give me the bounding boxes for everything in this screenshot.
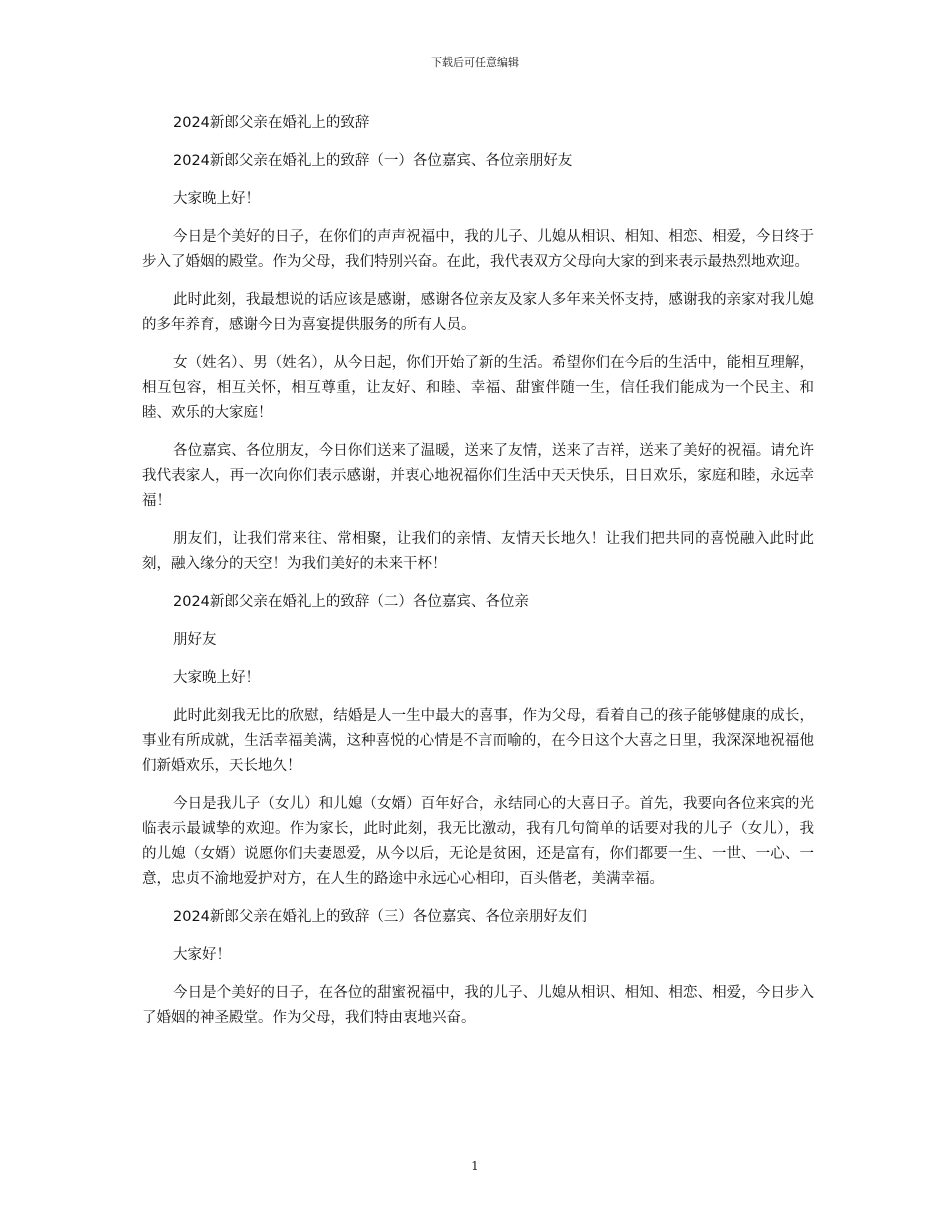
paragraph: 今日是个美好的日子，在各位的甜蜜祝福中，我的儿子、儿媳从相识、相知、相恋、相爱，今日步入了婚姻的神圣殿堂。作为父母，我们特由衷地兴奋。 (142, 985, 814, 1026)
greeting: 大家好！ (173, 947, 231, 963)
paragraph: 各位嘉宾、各位朋友，今日你们送来了温暖，送来了友情，送来了吉祥，送来了美好的祝福。请允许我代表家人，再一次向你们表示感谢，并衷心地祝福你们生活中天天快乐，日日欢乐，家庭和睦，永远幸福！ (142, 443, 814, 509)
paragraph: 此时此刻我无比的欣慰，结婚是人一生中最大的喜事，作为父母，看着自己的孩子能够健康的成长，事业有所成就，生活幸福美满，这种喜悦的心情是不言而喻的，在今日这个大喜之日里，我深深地祝福他们新婚欢乐，天长地久！ (142, 708, 814, 774)
paragraph: 朋友们，让我们常来往、常相聚，让我们的亲情、友情天长地久！让我们把共同的喜悦融入此时此刻，融入缘分的天空！为我们美好的未来干杯！ (142, 531, 814, 572)
greeting: 大家晚上好！ (173, 670, 260, 686)
section-heading-2-continued: 朋好友 (173, 632, 217, 648)
section-heading-3: 2024新郎父亲在婚礼上的致辞（三）各位嘉宾、各位亲朋好友们 (173, 909, 587, 925)
paragraph: 今日是个美好的日子，在你们的声声祝福中，我的儿子、儿媳从相识、相知、相恋、相爱，今日终于步入了婚姻的殿堂。作为父母，我们特别兴奋。在此，我代表双方父母向大家的到来表示最热烈地欢迎。 (142, 229, 814, 270)
section-heading-2: 2024新郎父亲在婚礼上的致辞（二）各位嘉宾、各位亲 (173, 594, 529, 610)
document-title: 2024新郎父亲在婚礼上的致辞 (173, 115, 370, 131)
page-header: 下载后可任意编辑 (431, 56, 519, 69)
page-number: 1 (471, 1159, 479, 1173)
document-body (142, 111, 814, 1044)
section-heading-1: 2024新郎父亲在婚礼上的致辞（一）各位嘉宾、各位亲朋好友 (173, 153, 573, 169)
paragraph: 女（姓名）、男（姓名），从今日起，你们开始了新的生活。希望你们在今后的生活中，能相互理解，相互包容，相互关怀，相互尊重，让友好、和睦、幸福、甜蜜伴随一生，信任我们能成为一个民主、和睦、欢乐的大家庭！ (142, 355, 814, 421)
greeting: 大家晚上好！ (173, 191, 260, 207)
paragraph: 此时此刻，我最想说的话应该是感谢，感谢各位亲友及家人多年来关怀支持，感谢我的亲家对我儿媳的多年养育，感谢今日为喜宴提供服务的所有人员。 (142, 292, 814, 333)
paragraph: 今日是我儿子（女儿）和儿媳（女婿）百年好合，永结同心的大喜日子。首先，我要向各位来宾的光临表示最诚挚的欢迎。作为家长，此时此刻，我无比激动，我有几句简单的话要对我的儿子（女儿），我的儿媳（女婿）说愿你们夫妻恩爱，从今以后，无论是贫困，还是富有，你们都要一生、一世、一心、一意，忠贞不渝地爱护对方，在人生的路途中永远心心相印，百头偕老，美满幸福。 (142, 796, 814, 887)
